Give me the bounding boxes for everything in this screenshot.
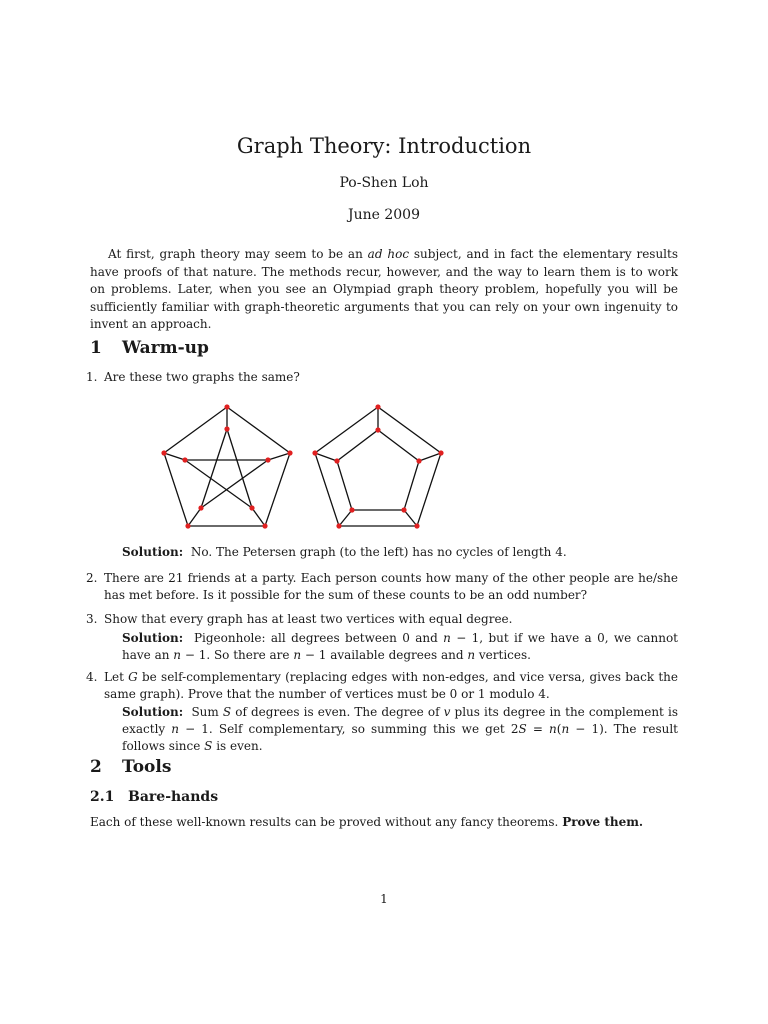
list-item-1: [86, 369, 678, 386]
spoke: [268, 453, 290, 460]
vertex: [375, 404, 380, 409]
solution-label: Solution:: [122, 631, 184, 645]
vertex: [265, 457, 270, 462]
star-edge: [227, 429, 252, 508]
vertex: [287, 450, 292, 455]
inner-pentagon: [337, 430, 419, 510]
emphasis-text: Prove them.: [562, 815, 644, 829]
spoke: [188, 508, 201, 526]
item-number: 2.: [86, 571, 98, 585]
item-number: 1.: [86, 370, 98, 384]
pentagonal-prism-graph: [300, 395, 455, 535]
list-item-2: [86, 570, 678, 604]
solution-label: Solution:: [122, 545, 184, 559]
vertex: [349, 507, 354, 512]
vertex: [414, 523, 419, 528]
page-number: 1: [380, 892, 388, 906]
list-item-3: [86, 611, 678, 628]
item-number: 4.: [86, 670, 98, 684]
section-number: 1: [90, 338, 102, 358]
subsection-2-1-heading: [90, 789, 218, 805]
item-text: There are 21 friends at a party. Each person counts how many of the other people are he/she has met before. Is it possible for the sum of these counts to be an odd number?: [104, 571, 678, 602]
vertex: [161, 450, 166, 455]
vertex: [401, 507, 406, 512]
paper-title: Graph Theory: Introduction: [236, 134, 532, 158]
vertex: [224, 404, 229, 409]
vertex: [249, 505, 254, 510]
abstract-text-a: At first, graph theory may seem to be an: [108, 247, 368, 261]
solution-3: [122, 630, 678, 664]
spoke: [315, 453, 337, 461]
vertex: [336, 523, 341, 528]
abstract-italic: ad hoc: [367, 247, 410, 261]
spoke: [404, 510, 417, 526]
solution-1: [122, 544, 678, 561]
vertex: [262, 523, 267, 528]
item-text: Show that every graph has at least two vertices with equal degree.: [104, 612, 513, 626]
body-text: Each of these well-known results can be proved without any fancy theorems.: [90, 815, 559, 829]
subsection-text: [90, 815, 678, 829]
vertex: [224, 426, 229, 431]
item-number: 3.: [86, 612, 98, 626]
section-title: Tools: [122, 757, 172, 777]
section-2-heading: [90, 757, 171, 777]
author: Po-Shen Loh: [339, 175, 429, 191]
vertex: [375, 427, 380, 432]
solution-label: Solution:: [122, 705, 184, 719]
section-1-heading: [90, 338, 209, 358]
solution-text: Pigeonhole: all degrees between 0 and n − 1, but if we have a 0, we cannot have an n − 1. So there are n − 1 available degrees and n vertices.: [122, 631, 678, 662]
vertex: [198, 505, 203, 510]
vertex: [416, 458, 421, 463]
spoke: [252, 508, 265, 526]
subsection-title: Bare-hands: [128, 789, 219, 805]
item-text: Let G be self-complementary (replacing edges with non-edges, and vice versa, gives back the same graph). Prove that the number of vertices must be 0 or 1 modulo 4.: [104, 670, 678, 701]
petersen-graph: [150, 395, 305, 535]
solution-4: [122, 704, 678, 755]
spoke: [419, 453, 441, 461]
star-edge: [201, 429, 227, 508]
vertex: [185, 523, 190, 528]
list-item-4: [86, 669, 678, 703]
section-number: 2: [90, 757, 102, 777]
item-text: Are these two graphs the same?: [104, 370, 300, 384]
vertex: [182, 457, 187, 462]
vertex: [438, 450, 443, 455]
solution-text: No. The Petersen graph (to the left) has no cycles of length 4.: [190, 545, 567, 559]
spoke: [164, 453, 185, 460]
date: June 2009: [347, 207, 420, 223]
abstract: [90, 246, 678, 334]
subsection-number: 2.1: [90, 789, 115, 805]
abstract-text-b: subject, and in fact the elementary results have proofs of that nature. The methods recur, however, and the way to learn them is to work on problems. Later, when you see an Olympiad graph theory problem, hopefully you will be sufficiently familiar with graph-theoretic arguments that you can rely on your own ingenuity to invent an approach.: [90, 247, 678, 331]
star-edge: [185, 460, 252, 508]
spoke: [339, 510, 352, 526]
vertex: [334, 458, 339, 463]
star-edge: [201, 460, 268, 508]
solution-text: Sum S of degrees is even. The degree of v plus its degree in the complement is exactly n − 1. Self complementary, so summing this we get 2S = n(n − 1). The result follows since S is even.: [122, 705, 678, 753]
vertex: [312, 450, 317, 455]
section-title: Warm-up: [122, 338, 209, 358]
